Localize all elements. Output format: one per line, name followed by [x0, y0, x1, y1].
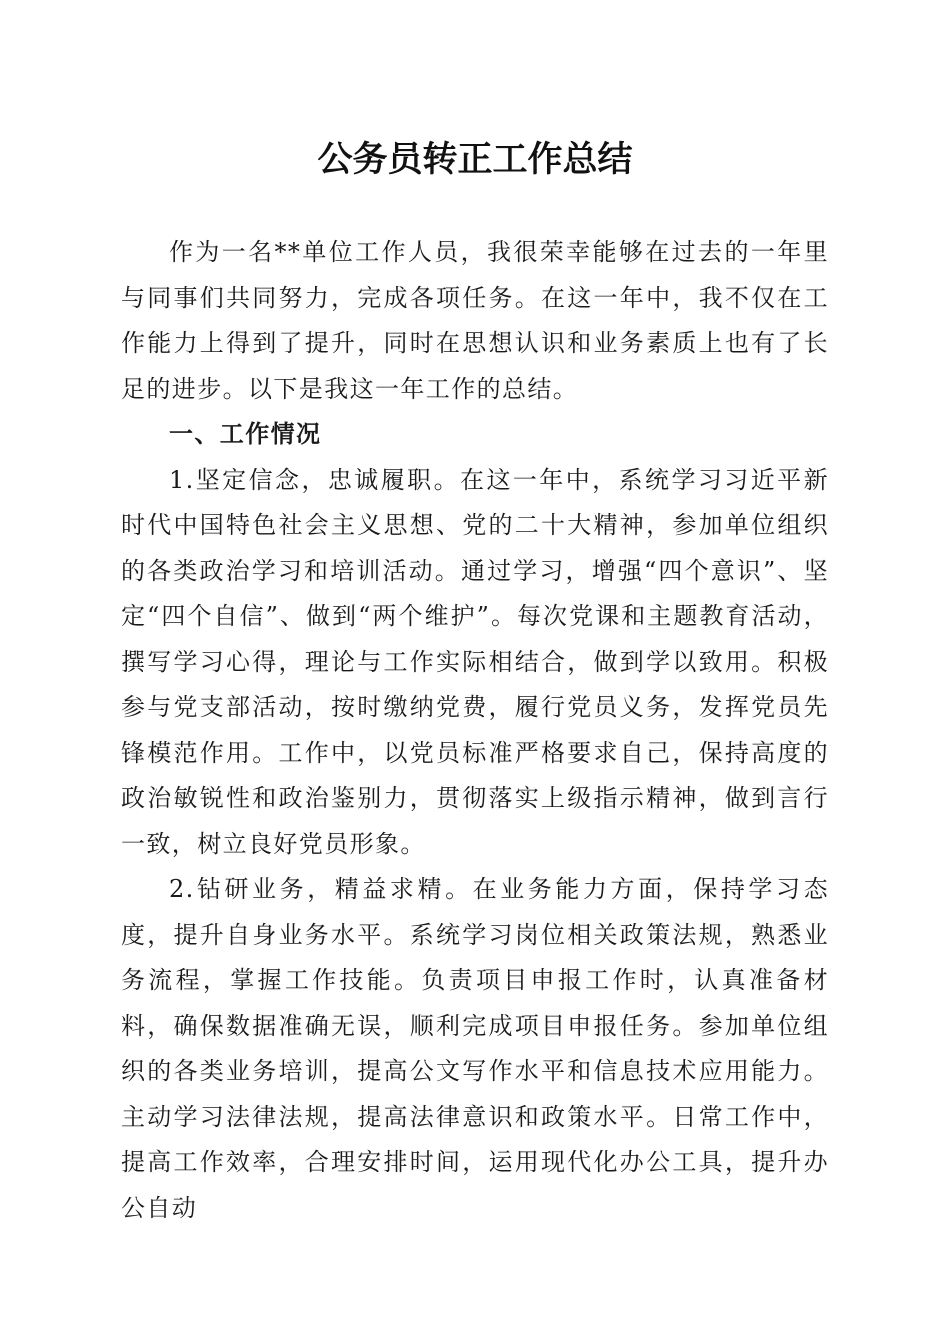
item-paragraph-1: 1.坚定信念，忠诚履职。在这一年中，系统学习习近平新时代中国特色社会主义思想、党的二十大精神，参加单位组织的各类政治学习和培训活动。通过学习，增强“四个意识”、坚定“四个自信”、做到“两个维护”。每次党课和主题教育活动，撰写学习心得，理论与工作实际相结合，做到学以致用。积极参与党支部活动，按时缴纳党费，履行党员义务，发挥党员先锋模范作用。工作中，以党员标准严格要求自己，保持高度的政治敏锐性和政治鉴别力，贯彻落实上级指示精神，做到言行一致，树立良好党员形象。: [121, 465, 829, 858]
document-body: [121, 230, 829, 1231]
item-paragraph-2: 2.钻研业务，精益求精。在业务能力方面，保持学习态度，提升自身业务水平。系统学习岗位相关政策法规，熟悉业务流程，掌握工作技能。负责项目申报工作时，认真准备材料，确保数据准确无误，顺利完成项目申报任务。参加单位组织的各类业务培训，提高公文写作水平和信息技术应用能力。主动学习法律法规，提高法律意识和政策水平。日常工作中，提高工作效率，合理安排时间，运用现代化办公工具，提升办公自动: [121, 875, 829, 1222]
intro-paragraph: 作为一名**单位工作人员，我很荣幸能够在过去的一年里与同事们共同努力，完成各项任务。在这一年中，我不仅在工作能力上得到了提升，同时在思想认识和业务素质上也有了长足的进步。以下是我这一年工作的总结。: [121, 238, 829, 403]
section-heading-work-status: 一、工作情况: [169, 420, 322, 448]
document-title: 公务员转正工作总结: [317, 139, 633, 180]
